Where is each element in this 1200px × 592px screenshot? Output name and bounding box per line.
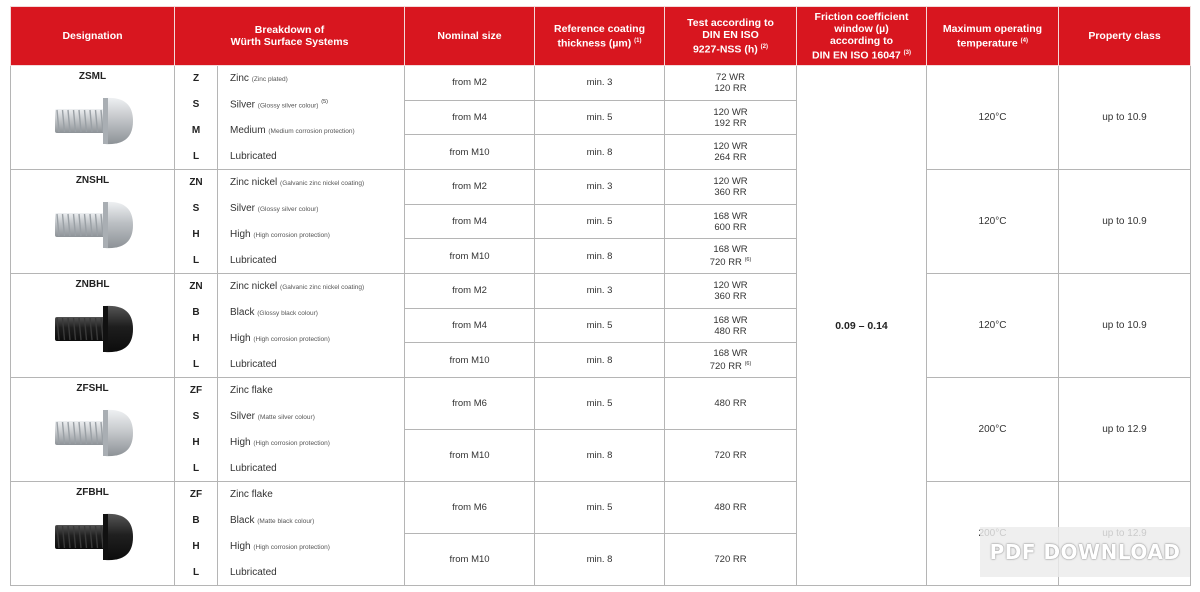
breakdown-letter: H <box>175 326 218 352</box>
breakdown-label: Silver <box>230 411 256 423</box>
table-row <box>11 274 1191 378</box>
header-row <box>11 7 1191 66</box>
breakdown-label: Medium <box>230 124 266 136</box>
breakdown-letter: ZN <box>175 274 218 300</box>
coating-thickness-value: min. 5 <box>535 482 664 534</box>
breakdown-letter: Z <box>175 66 218 92</box>
header-designation: Designation <box>11 7 175 66</box>
test-hours-value: 168 WR 720 RR $^{(6)}$ <box>709 348 752 373</box>
coating-thickness-value: min. 3 <box>535 66 664 101</box>
coating-thickness-cell <box>535 378 665 482</box>
breakdown-label: Silver <box>230 99 256 111</box>
test-hours-value: 720 RR <box>714 450 747 461</box>
coating-thickness-cell <box>535 66 665 170</box>
breakdown-note: (High corrosion protection) <box>253 335 330 343</box>
coating-thickness-cell <box>535 482 665 586</box>
designation-cell <box>11 170 175 274</box>
breakdown-note: (High corrosion protection) <box>253 543 330 551</box>
coating-thickness-value: min. 5 <box>535 205 664 240</box>
coating-thickness-value: min. 8 <box>586 146 613 158</box>
test-hours-cell <box>665 170 797 274</box>
nominal-size-value: from M10 <box>449 554 490 565</box>
nominal-size-value: from M4 <box>405 205 534 240</box>
footnote-marker: (6) <box>744 257 752 264</box>
breakdown-item <box>175 222 404 248</box>
breakdown-letter: ZF <box>175 378 218 404</box>
breakdown-letter: S <box>175 196 218 222</box>
nominal-size-value: from M10 <box>449 354 490 366</box>
breakdown-label: High <box>230 332 251 344</box>
breakdown-item <box>175 351 404 377</box>
test-hours-cell <box>665 482 797 586</box>
breakdown-label: Lubricated <box>230 566 277 578</box>
nominal-size-value: from M6 <box>405 482 534 534</box>
breakdown-label: Lubricated <box>230 462 277 474</box>
friction-window-value: 0.09 – 0.14 <box>797 66 927 586</box>
header-coating-thickness: Reference coating thickness (µm) $^{(1)}$ <box>535 7 665 66</box>
screw-image <box>43 398 143 462</box>
breakdown-letter: ZF <box>175 482 218 508</box>
table-row <box>11 170 1191 274</box>
breakdown-item <box>175 404 404 430</box>
screw-image <box>43 294 143 358</box>
breakdown-note: (Matte silver colour) <box>257 414 315 422</box>
property-class-value: up to 12.9 <box>1059 378 1191 482</box>
designation-code: ZNSHL <box>75 175 110 186</box>
breakdown-letter: H <box>175 430 218 456</box>
designation-cell <box>11 66 175 170</box>
nominal-size-value: from M4 <box>405 309 534 344</box>
coating-thickness-value: min. 8 <box>586 250 613 262</box>
footnote-marker: (5) <box>321 98 328 105</box>
breakdown-item <box>175 534 404 560</box>
breakdown-item <box>175 170 404 196</box>
breakdown-letter: B <box>175 300 218 326</box>
breakdown-item <box>175 326 404 352</box>
nominal-size-value: from M10 <box>449 250 490 262</box>
table-row <box>11 66 1191 170</box>
footnote-marker: (6) <box>744 361 752 368</box>
breakdown-note: (Matte black colour) <box>257 518 315 526</box>
designation-code: ZSML <box>78 71 107 82</box>
breakdown-note: (High corrosion protection) <box>253 231 330 239</box>
breakdown-letter: B <box>175 508 218 534</box>
coating-thickness-value: min. 5 <box>535 101 664 136</box>
designation-cell <box>11 274 175 378</box>
property-class-value: up to 10.9 <box>1059 170 1191 274</box>
coating-thickness-cell <box>535 274 665 378</box>
breakdown-label: Zinc flake <box>230 385 273 397</box>
breakdown-letter: S <box>175 404 218 430</box>
breakdown-label: Silver <box>230 203 256 215</box>
test-hours-value: 480 RR <box>665 378 796 430</box>
breakdown-letter: L <box>175 143 218 169</box>
breakdown-label: High <box>230 436 251 448</box>
nominal-size-cell <box>405 378 535 482</box>
breakdown-note: (High corrosion protection) <box>253 439 330 447</box>
header-test: Test according to DIN EN ISO 9227-NSS (h) $^{(2)}$ <box>665 7 797 66</box>
breakdown-letter: S <box>175 92 218 118</box>
breakdown-item <box>175 482 404 508</box>
nominal-size-cell <box>405 274 535 378</box>
test-hours-value: 720 RR <box>714 554 747 565</box>
breakdown-note: (Medium corrosion protection) <box>268 127 355 135</box>
nominal-size-cell <box>405 170 535 274</box>
breakdown-label: Zinc nickel <box>230 177 278 189</box>
coating-thickness-value: min. 3 <box>535 170 664 205</box>
breakdown-item <box>175 559 404 585</box>
breakdown-label: Zinc <box>230 73 249 85</box>
breakdown-cell <box>175 170 405 274</box>
breakdown-item <box>175 274 404 300</box>
designation-code: ZFBHL <box>76 487 109 498</box>
breakdown-item <box>175 66 404 92</box>
nominal-size-value: from M2 <box>405 274 534 309</box>
breakdown-item <box>175 92 404 118</box>
coating-thickness-value: min. 5 <box>535 378 664 430</box>
breakdown-letter: L <box>175 559 218 585</box>
breakdown-letter: L <box>175 247 218 273</box>
test-hours-value: 120 WR 264 RR <box>713 141 748 164</box>
breakdown-note: (Glossy silver colour) <box>257 102 319 110</box>
breakdown-letter: H <box>175 222 218 248</box>
breakdown-item <box>175 300 404 326</box>
test-hours-cell <box>665 66 797 170</box>
breakdown-label: Lubricated <box>230 254 277 266</box>
nominal-size-value: from M4 <box>405 101 534 136</box>
max-temperature-value: 120°C <box>927 274 1059 378</box>
header-breakdown: Breakdown of Würth Surface Systems <box>175 7 405 66</box>
designation-cell <box>11 482 175 586</box>
coating-thickness-cell <box>535 170 665 274</box>
nominal-size-value: from M2 <box>405 170 534 205</box>
breakdown-label: Zinc nickel <box>230 281 278 293</box>
test-hours-value: 120 WR 360 RR <box>665 170 796 205</box>
breakdown-letter: H <box>175 534 218 560</box>
breakdown-cell <box>175 274 405 378</box>
breakdown-label: High <box>230 540 251 552</box>
designation-code: ZFSHL <box>76 383 109 394</box>
breakdown-item <box>175 430 404 456</box>
breakdown-item <box>175 378 404 404</box>
nominal-size-cell <box>405 482 535 586</box>
breakdown-note: (Galvanic zinc nickel coating) <box>280 180 365 188</box>
breakdown-label: Black <box>230 515 255 527</box>
nominal-size-value: from M2 <box>405 66 534 101</box>
breakdown-note: (Galvanic zinc nickel coating) <box>280 284 365 292</box>
header-property-class: Property class <box>1059 7 1191 66</box>
coating-thickness-value: min. 5 <box>535 309 664 344</box>
max-temperature-value: 120°C <box>927 66 1059 170</box>
property-class-value: up to 10.9 <box>1059 274 1191 378</box>
breakdown-item <box>175 455 404 481</box>
coating-thickness-value: min. 8 <box>586 450 613 461</box>
breakdown-label: Lubricated <box>230 358 277 370</box>
test-hours-cell <box>665 378 797 482</box>
breakdown-label: High <box>230 228 251 240</box>
surface-systems-table <box>10 6 1191 586</box>
property-class-value: up to 10.9 <box>1059 66 1191 170</box>
test-hours-value: 120 WR 192 RR <box>665 101 796 136</box>
breakdown-note: (Zinc plated) <box>251 76 288 84</box>
breakdown-item <box>175 196 404 222</box>
breakdown-letter: L <box>175 455 218 481</box>
coating-thickness-value: min. 8 <box>586 354 613 366</box>
table-row <box>11 378 1191 482</box>
test-hours-value: 168 WR 720 RR $^{(6)}$ <box>709 244 752 269</box>
breakdown-letter: ZN <box>175 170 218 196</box>
nominal-size-cell <box>405 66 535 170</box>
header-max-temperature: Maximum operating temperature $^{(4)}$ <box>927 7 1059 66</box>
breakdown-label: Zinc flake <box>230 489 273 501</box>
test-hours-value: 168 WR 480 RR <box>665 309 796 344</box>
coating-thickness-value: min. 8 <box>586 554 613 565</box>
screw-image <box>43 86 143 150</box>
test-hours-value: 168 WR 600 RR <box>665 205 796 240</box>
nominal-size-value: from M6 <box>405 378 534 430</box>
breakdown-label: Black <box>230 307 255 319</box>
screw-image <box>43 190 143 254</box>
breakdown-note: (Glossy black colour) <box>257 310 318 318</box>
nominal-size-value: from M10 <box>449 450 490 461</box>
breakdown-cell <box>175 66 405 170</box>
coating-thickness-value: min. 3 <box>535 274 664 309</box>
test-hours-cell <box>665 274 797 378</box>
screw-image <box>43 502 143 566</box>
designation-code: ZNBHL <box>75 279 110 290</box>
designation-cell <box>11 378 175 482</box>
breakdown-letter: M <box>175 118 218 144</box>
test-hours-value: 120 WR 360 RR <box>665 274 796 309</box>
breakdown-item <box>175 118 404 144</box>
breakdown-label: Lubricated <box>230 150 277 162</box>
breakdown-cell <box>175 378 405 482</box>
test-hours-value: 480 RR <box>665 482 796 534</box>
breakdown-cell <box>175 482 405 586</box>
nominal-size-value: from M10 <box>449 146 490 158</box>
test-hours-value: 72 WR 120 RR <box>665 66 796 101</box>
header-friction: Friction coefficient window (µ) according to DIN EN ISO 16047 $^{(3)}$ <box>797 7 927 66</box>
breakdown-item <box>175 508 404 534</box>
header-nominal-size: Nominal size <box>405 7 535 66</box>
breakdown-item <box>175 143 404 169</box>
max-temperature-value: 120°C <box>927 170 1059 274</box>
max-temperature-value: 200°C <box>927 378 1059 482</box>
breakdown-item <box>175 247 404 273</box>
breakdown-note: (Glossy silver colour) <box>257 206 319 214</box>
pdf-download-watermark: PDF DOWNLOAD <box>980 527 1190 577</box>
breakdown-letter: L <box>175 351 218 377</box>
